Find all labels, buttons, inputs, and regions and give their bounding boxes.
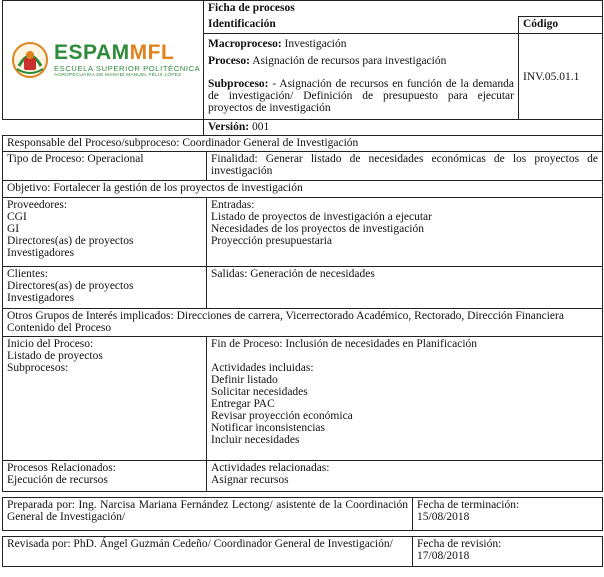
seal-icon [11, 41, 49, 79]
actividad-item: Solicitar necesidades [211, 386, 308, 398]
proveedores-cell [3, 198, 207, 267]
process-sheet [2, 0, 602, 577]
proveedor-item: CGI [7, 211, 27, 223]
clientes-label: Clientes: [7, 268, 48, 280]
actividad-item: Entregar PAC [211, 398, 275, 410]
revisada-cell: Revisada por: PhD. Ángel Guzmán Cedeño/ Coordinador General de Investigación/ [3, 537, 413, 567]
actividad-item: Revisar proyección económica [211, 410, 353, 422]
fecha-terminacion-cell [413, 498, 603, 531]
actividad-item: Incluir necesidades [211, 434, 300, 446]
codigo-value: INV.05.01.1 [519, 34, 603, 120]
logo-cell [3, 1, 204, 120]
inicio-cell [3, 337, 207, 461]
codigo-label: Código [519, 17, 603, 34]
cliente-item: Directores(as) de proyectos [7, 280, 134, 292]
entrada-item: Proyección presupuestaria [211, 235, 333, 247]
subproceso-row: Subproceso: - Asignación de recursos en función de la demanda de investigación/ Definición de presupuesto para ejecutar proyectos de investigación [204, 72, 519, 120]
tipo-proceso: Tipo de Proceso: Operacional [3, 152, 207, 181]
espam-logo [3, 41, 203, 79]
clientes-cell [3, 267, 207, 309]
procesos-relacionados-cell [3, 461, 207, 492]
entradas-cell [207, 198, 603, 267]
proveedor-item: Investigadores [7, 247, 75, 259]
ficha-title: Ficha de procesos [204, 1, 603, 17]
preparada-cell: Preparada por: Ing. Narcisa Mariana Fernández Lectong/ asistente de la Coordinación General de Investigación/ [3, 498, 413, 531]
entradas-label: Entradas: [211, 199, 255, 211]
logo-subtitle: ESCUELA SUPERIOR POLITÉCNICA [54, 63, 201, 73]
objetivo-row: Objetivo: Fortalecer la gestión de los proyectos de investigación [3, 181, 603, 198]
subprocesos-label: Subprocesos: [7, 362, 69, 374]
otros-grupos-cell [3, 309, 603, 337]
fecha-terminacion-value: 15/08/2018 [417, 511, 470, 523]
proveedor-item: GI [7, 223, 20, 235]
actividad-item: Definir listado [211, 374, 278, 386]
fin-cell [207, 337, 603, 461]
macroproceso-row: Macroproceso: Investigación [204, 34, 519, 54]
fin-label: Fin de Proceso: Inclusión de necesidades en Planificación [211, 338, 478, 350]
proveedores-label: Proveedores: [7, 199, 68, 211]
identificacion-label: Identificación [204, 17, 519, 34]
fecha-revision-cell [413, 537, 603, 567]
logo-text [54, 42, 200, 79]
actividades-label: Actividades incluidas: [211, 362, 314, 374]
entrada-item: Listado de proyectos de investigación a ejecutar [211, 211, 432, 223]
logo-subtitle-2: AGROPECUARIA DE MANABÍ MANUEL FÉLIX LÓPEZ [54, 72, 182, 78]
inicio-value: Listado de proyectos [7, 350, 103, 362]
fecha-revision-label: Fecha de revisión: [417, 538, 502, 550]
otros-grupos: Otros Grupos de Interés implicados: Direcciones de carrera, Vicerrectorado Académico, Rectorado, Dirección Financiera [7, 310, 564, 322]
inicio-label: Inicio del Proceso: [7, 338, 94, 350]
procesos-relacionados-label: Procesos Relacionados: [7, 462, 116, 474]
procesos-relacionados-value: Ejecución de recursos [7, 474, 108, 486]
body-table [2, 135, 603, 567]
actividades-relacionadas-cell [207, 461, 603, 492]
responsable-row: Responsable del Proceso/subproceso: Coordinador General de Investigación [3, 136, 603, 152]
header-table [2, 0, 603, 136]
proceso-row: Proceso: Asignación de recursos para investigación [204, 54, 519, 72]
cliente-item: Investigadores [7, 292, 75, 304]
contenido-label: Contenido del Proceso [7, 322, 112, 334]
entrada-item: Necesidades de los proyectos de investigación [211, 223, 425, 235]
logo-name: ESPAMMFL [54, 40, 175, 64]
version-row: Versión: 001 [204, 120, 603, 136]
actividades-relacionadas-value: Asignar recursos [211, 474, 289, 486]
fecha-revision-value: 17/08/2018 [417, 550, 470, 562]
actividad-item: Notificar inconsistencias [211, 422, 326, 434]
fecha-terminacion-label: Fecha de terminación: [417, 499, 520, 511]
salidas-cell: Salidas: Generación de necesidades [207, 267, 603, 309]
actividades-relacionadas-label: Actividades relacionadas: [211, 462, 330, 474]
finalidad: Finalidad: Generar listado de necesidades económicas de los proyectos de investigación [207, 152, 603, 181]
proveedor-item: Directores(as) de proyectos [7, 235, 134, 247]
